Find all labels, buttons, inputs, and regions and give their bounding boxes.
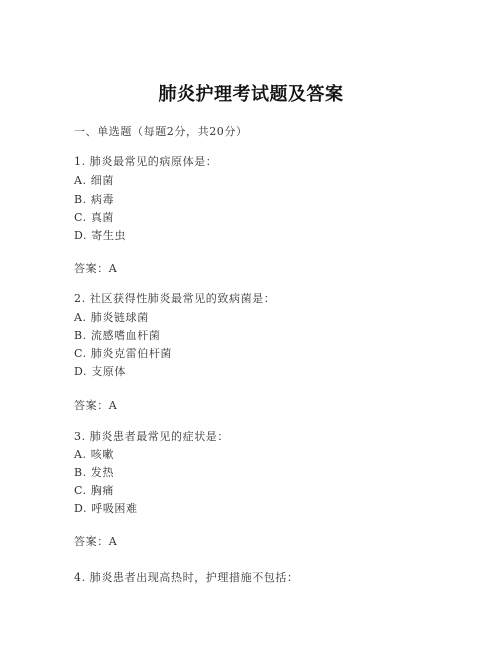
question-3-option-a: A. 咳嗽 <box>74 448 114 461</box>
question-1-answer: 答案：A <box>74 262 118 275</box>
question-1-option-a: A. 细菌 <box>74 174 114 187</box>
question-4-stem: 4. 肺炎患者出现高热时，护理措施不包括： <box>74 571 299 584</box>
question-2-answer: 答案：A <box>74 399 118 412</box>
question-3-option-c: C. 胸痛 <box>74 484 115 497</box>
question-1-option-d: D. 寄生虫 <box>74 229 127 242</box>
question-2-option-c: C. 肺炎克雷伯杆菌 <box>74 347 173 360</box>
question-3-option-b: B. 发热 <box>74 466 115 479</box>
section-heading: 一、单选题（每题2分，共20分） <box>74 125 248 138</box>
question-3-answer: 答案：A <box>74 535 118 548</box>
document-title: 肺炎护理考试题及答案 <box>158 84 344 105</box>
question-1-option-b: B. 病毒 <box>74 193 115 206</box>
question-2-option-b: B. 流感嗜血杆菌 <box>74 329 161 342</box>
question-3-stem: 3. 肺炎患者最常见的症状是： <box>74 430 229 443</box>
question-1-stem: 1. 肺炎最常见的病原体是： <box>74 155 218 168</box>
question-3-option-d: D. 呼吸困难 <box>74 502 138 515</box>
question-2-option-a: A. 肺炎链球菌 <box>74 311 149 324</box>
question-2-stem: 2. 社区获得性肺炎最常见的致病菌是： <box>74 292 276 305</box>
question-2-option-d: D. 支原体 <box>74 365 127 378</box>
question-1-option-c: C. 真菌 <box>74 211 115 224</box>
